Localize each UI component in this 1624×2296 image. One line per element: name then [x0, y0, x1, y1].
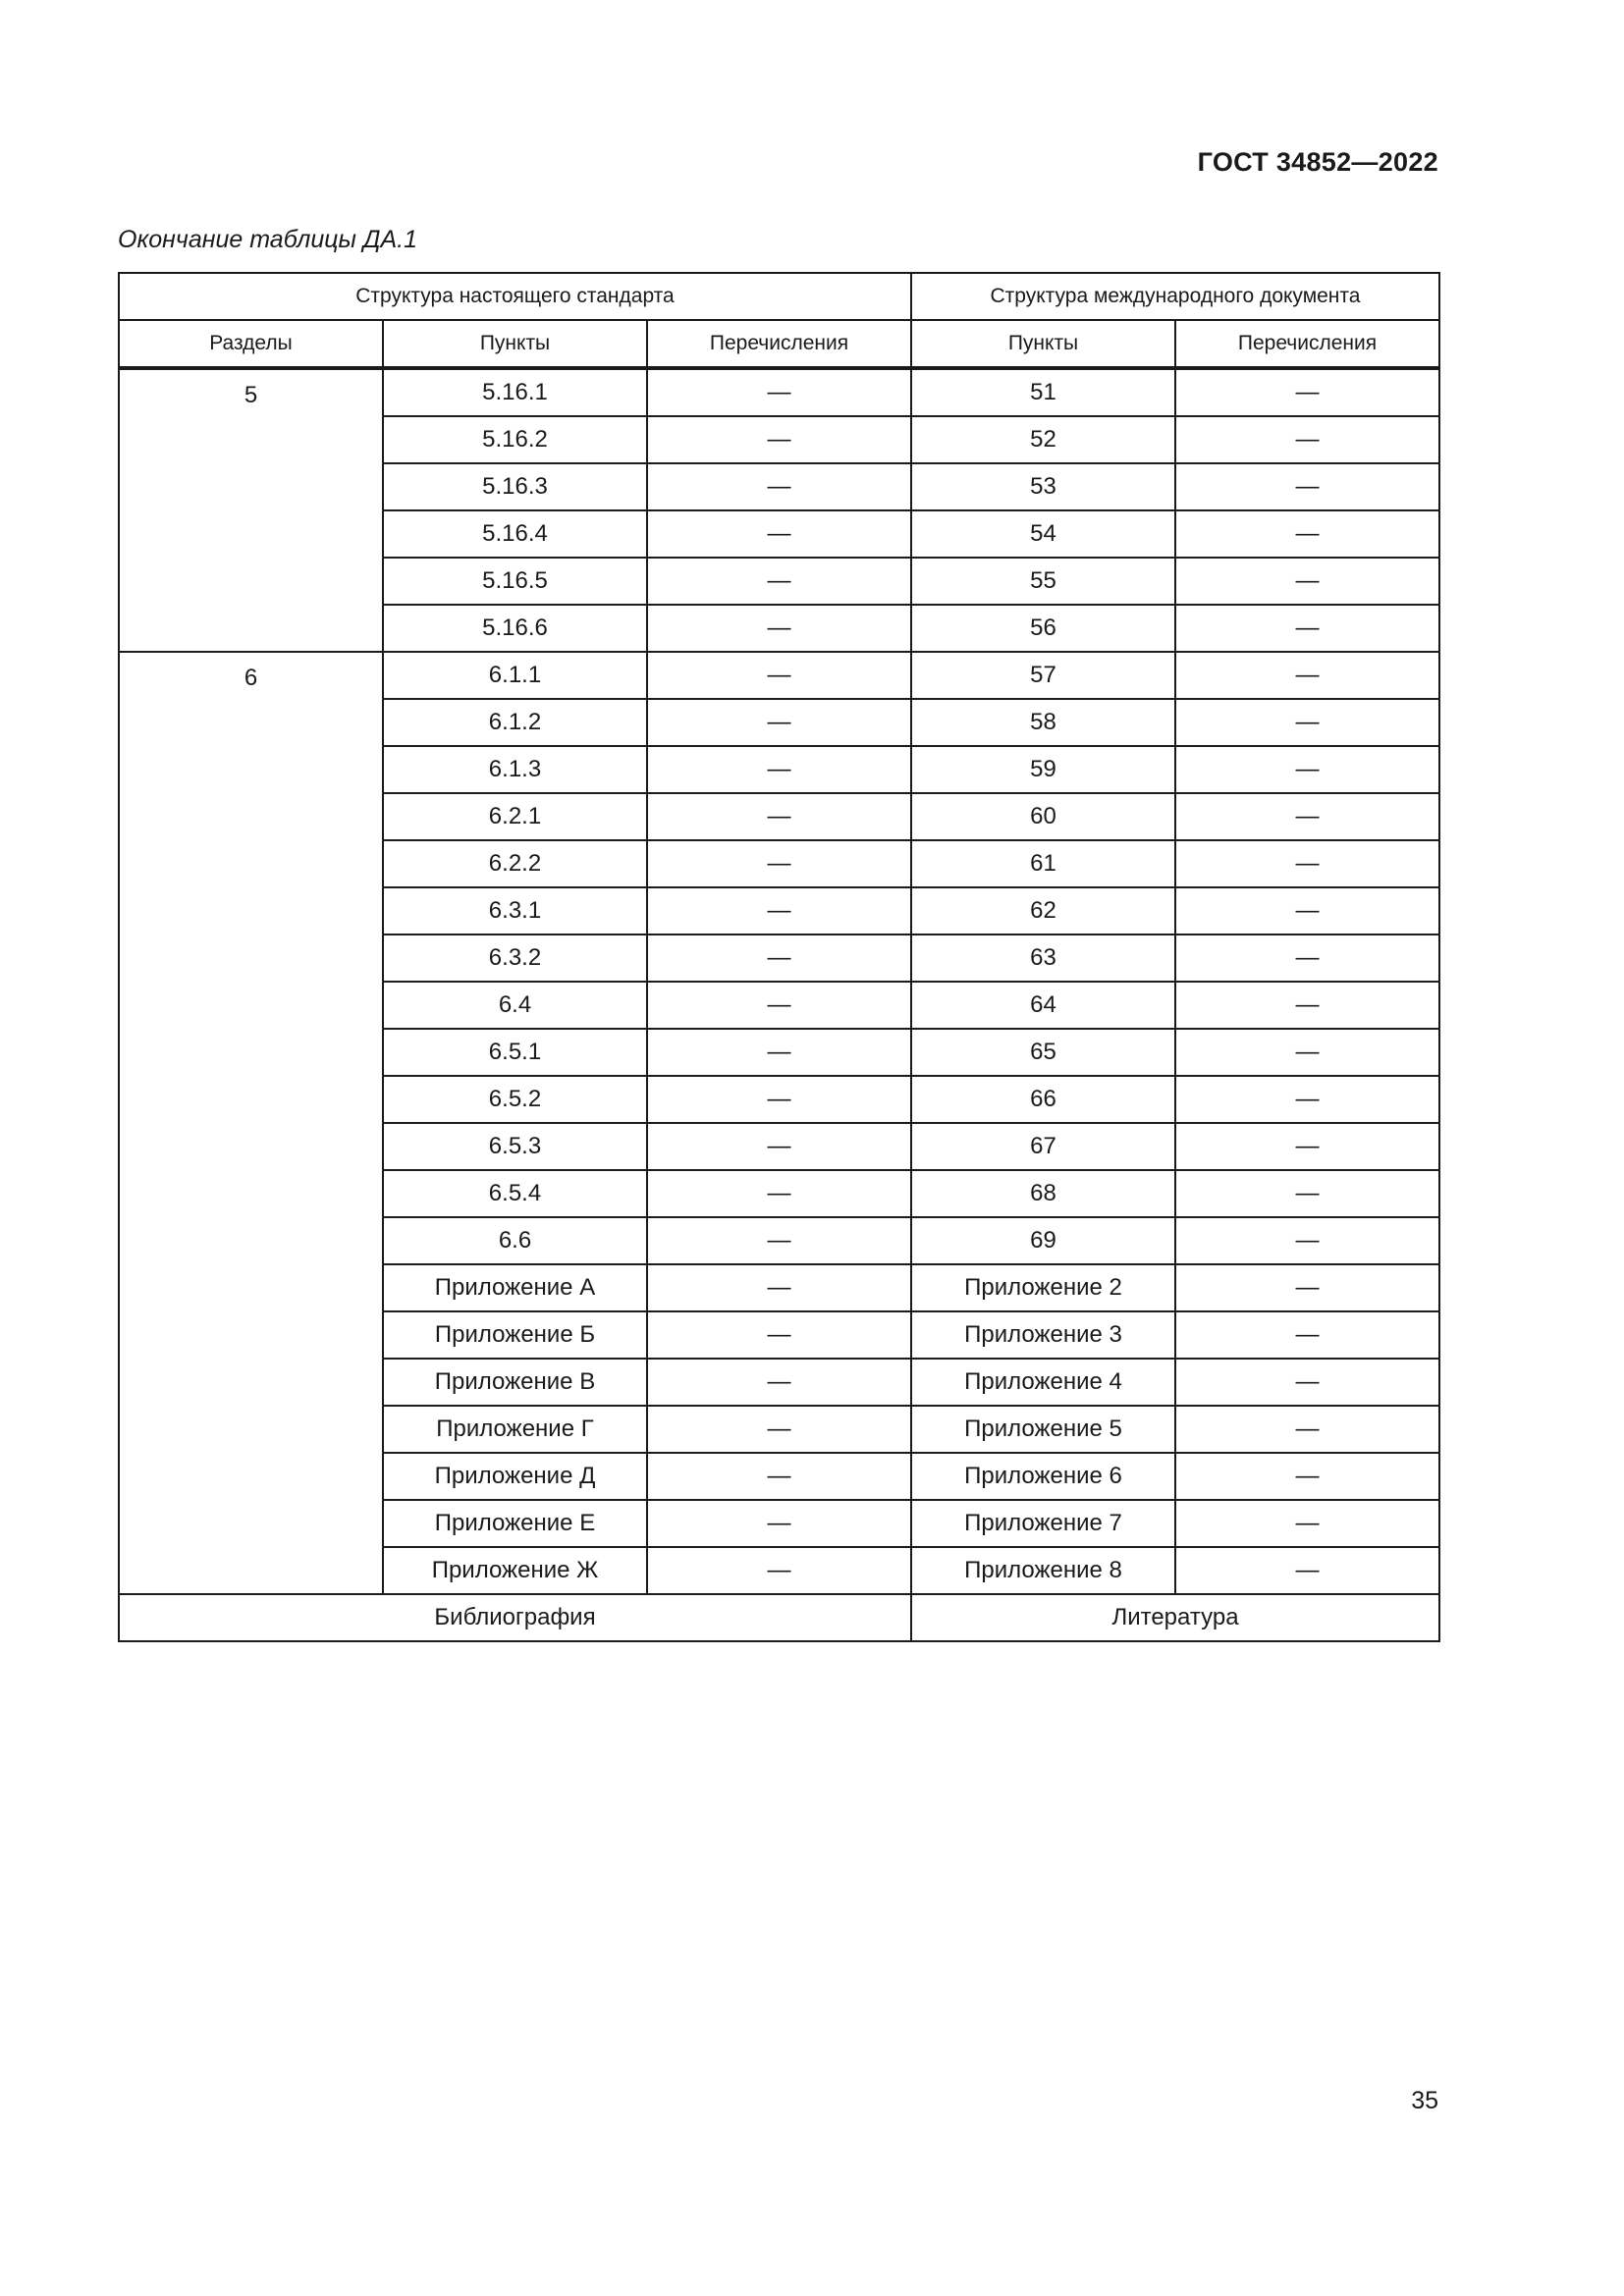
enumeration-cell: — [647, 1029, 911, 1076]
enumeration-cell: — [647, 1264, 911, 1311]
clause-cell: 6.1.3 [383, 746, 647, 793]
intl-clause-cell: 64 [911, 982, 1175, 1029]
intl-enumeration-cell: — [1175, 1170, 1439, 1217]
intl-enumeration-cell: — [1175, 1264, 1439, 1311]
intl-enumeration-cell: — [1175, 510, 1439, 558]
intl-clause-cell: 53 [911, 463, 1175, 510]
clause-cell: Приложение Е [383, 1500, 647, 1547]
clause-cell: Приложение Ж [383, 1547, 647, 1594]
intl-clause-cell: 62 [911, 887, 1175, 934]
clause-cell: 5.16.1 [383, 368, 647, 416]
clause-cell: 5.16.4 [383, 510, 647, 558]
enumeration-cell: — [647, 463, 911, 510]
header-clauses: Пункты [383, 320, 647, 368]
intl-enumeration-cell: — [1175, 1076, 1439, 1123]
enumeration-cell: — [647, 1406, 911, 1453]
intl-clause-cell: 60 [911, 793, 1175, 840]
intl-enumeration-cell: — [1175, 982, 1439, 1029]
header-sections: Разделы [119, 320, 383, 368]
clause-cell: 6.5.3 [383, 1123, 647, 1170]
clause-cell: 6.3.2 [383, 934, 647, 982]
enumeration-cell: — [647, 558, 911, 605]
intl-clause-cell: 66 [911, 1076, 1175, 1123]
intl-clause-cell: 67 [911, 1123, 1175, 1170]
intl-clause-cell: 51 [911, 368, 1175, 416]
intl-enumeration-cell: — [1175, 793, 1439, 840]
intl-clause-cell: 63 [911, 934, 1175, 982]
enumeration-cell: — [647, 510, 911, 558]
intl-clause-cell: 54 [911, 510, 1175, 558]
intl-enumeration-cell: — [1175, 887, 1439, 934]
clause-cell: 6.3.1 [383, 887, 647, 934]
table-footer-row [119, 1594, 1439, 1641]
intl-enumeration-cell: — [1175, 1359, 1439, 1406]
intl-clause-cell: Приложение 6 [911, 1453, 1175, 1500]
structure-table [118, 272, 1440, 1642]
enumeration-cell: — [647, 840, 911, 887]
intl-enumeration-cell: — [1175, 463, 1439, 510]
clause-cell: 6.2.1 [383, 793, 647, 840]
table-row [119, 368, 1439, 416]
intl-enumeration-cell: — [1175, 1217, 1439, 1264]
enumeration-cell: — [647, 887, 911, 934]
intl-clause-cell: Приложение 7 [911, 1500, 1175, 1547]
enumeration-cell: — [647, 982, 911, 1029]
clause-cell: 6.5.2 [383, 1076, 647, 1123]
clause-cell: Приложение А [383, 1264, 647, 1311]
clause-cell: 5.16.6 [383, 605, 647, 652]
enumeration-cell: — [647, 652, 911, 699]
enumeration-cell: — [647, 1311, 911, 1359]
intl-clause-cell: 56 [911, 605, 1175, 652]
header-this-standard: Структура настоящего стандарта [119, 273, 911, 320]
intl-clause-cell: Приложение 5 [911, 1406, 1175, 1453]
enumeration-cell: — [647, 605, 911, 652]
clause-cell: Приложение Д [383, 1453, 647, 1500]
clause-cell: Приложение Б [383, 1311, 647, 1359]
intl-enumeration-cell: — [1175, 699, 1439, 746]
intl-enumeration-cell: — [1175, 1123, 1439, 1170]
intl-enumeration-cell: — [1175, 1029, 1439, 1076]
intl-clause-cell: 58 [911, 699, 1175, 746]
enumeration-cell: — [647, 1359, 911, 1406]
clause-cell: 5.16.2 [383, 416, 647, 463]
intl-clause-cell: 65 [911, 1029, 1175, 1076]
intl-enumeration-cell: — [1175, 746, 1439, 793]
intl-clause-cell: 55 [911, 558, 1175, 605]
clause-cell: 6.6 [383, 1217, 647, 1264]
clause-cell: 6.4 [383, 982, 647, 1029]
document-code: ГОСТ 34852—2022 [1197, 147, 1438, 177]
intl-clause-cell: 52 [911, 416, 1175, 463]
intl-enumeration-cell: — [1175, 558, 1439, 605]
enumeration-cell: — [647, 746, 911, 793]
clause-cell: 6.1.2 [383, 699, 647, 746]
clause-cell: 6.1.1 [383, 652, 647, 699]
table-row [119, 652, 1439, 699]
intl-enumeration-cell: — [1175, 840, 1439, 887]
enumeration-cell: — [647, 1217, 911, 1264]
intl-enumeration-cell: — [1175, 1406, 1439, 1453]
intl-clause-cell: 61 [911, 840, 1175, 887]
intl-clause-cell: Приложение 4 [911, 1359, 1175, 1406]
page-number: 35 [1411, 2087, 1438, 2114]
intl-enumeration-cell: — [1175, 934, 1439, 982]
clause-cell: 6.5.1 [383, 1029, 647, 1076]
header-intl-enumerations: Перечисления [1175, 320, 1439, 368]
section-cell: 6 [119, 652, 383, 1594]
intl-enumeration-cell: — [1175, 1453, 1439, 1500]
clause-cell: 6.2.2 [383, 840, 647, 887]
enumeration-cell: — [647, 368, 911, 416]
intl-clause-cell: Приложение 2 [911, 1264, 1175, 1311]
clause-cell: 6.5.4 [383, 1170, 647, 1217]
enumeration-cell: — [647, 934, 911, 982]
intl-enumeration-cell: — [1175, 416, 1439, 463]
intl-enumeration-cell: — [1175, 368, 1439, 416]
intl-clause-cell: Приложение 8 [911, 1547, 1175, 1594]
section-cell: 5 [119, 368, 383, 652]
intl-enumeration-cell: — [1175, 1311, 1439, 1359]
intl-clause-cell: 69 [911, 1217, 1175, 1264]
table-caption: Окончание таблицы ДА.1 [118, 226, 417, 253]
table-body [119, 368, 1439, 1594]
header-international: Структура международного документа [911, 273, 1439, 320]
enumeration-cell: — [647, 1170, 911, 1217]
clause-cell: 5.16.5 [383, 558, 647, 605]
bibliography-cell: Библиография [119, 1594, 911, 1641]
enumeration-cell: — [647, 416, 911, 463]
literature-cell: Литература [911, 1594, 1439, 1641]
intl-enumeration-cell: — [1175, 1500, 1439, 1547]
intl-clause-cell: 57 [911, 652, 1175, 699]
intl-clause-cell: 59 [911, 746, 1175, 793]
enumeration-cell: — [647, 1500, 911, 1547]
clause-cell: Приложение В [383, 1359, 647, 1406]
enumeration-cell: — [647, 1547, 911, 1594]
clause-cell: Приложение Г [383, 1406, 647, 1453]
header-enumerations: Перечисления [647, 320, 911, 368]
enumeration-cell: — [647, 1123, 911, 1170]
intl-clause-cell: Приложение 3 [911, 1311, 1175, 1359]
clause-cell: 5.16.3 [383, 463, 647, 510]
header-intl-clauses: Пункты [911, 320, 1175, 368]
enumeration-cell: — [647, 1076, 911, 1123]
intl-enumeration-cell: — [1175, 605, 1439, 652]
intl-enumeration-cell: — [1175, 1547, 1439, 1594]
enumeration-cell: — [647, 1453, 911, 1500]
intl-clause-cell: 68 [911, 1170, 1175, 1217]
enumeration-cell: — [647, 793, 911, 840]
enumeration-cell: — [647, 699, 911, 746]
intl-enumeration-cell: — [1175, 652, 1439, 699]
